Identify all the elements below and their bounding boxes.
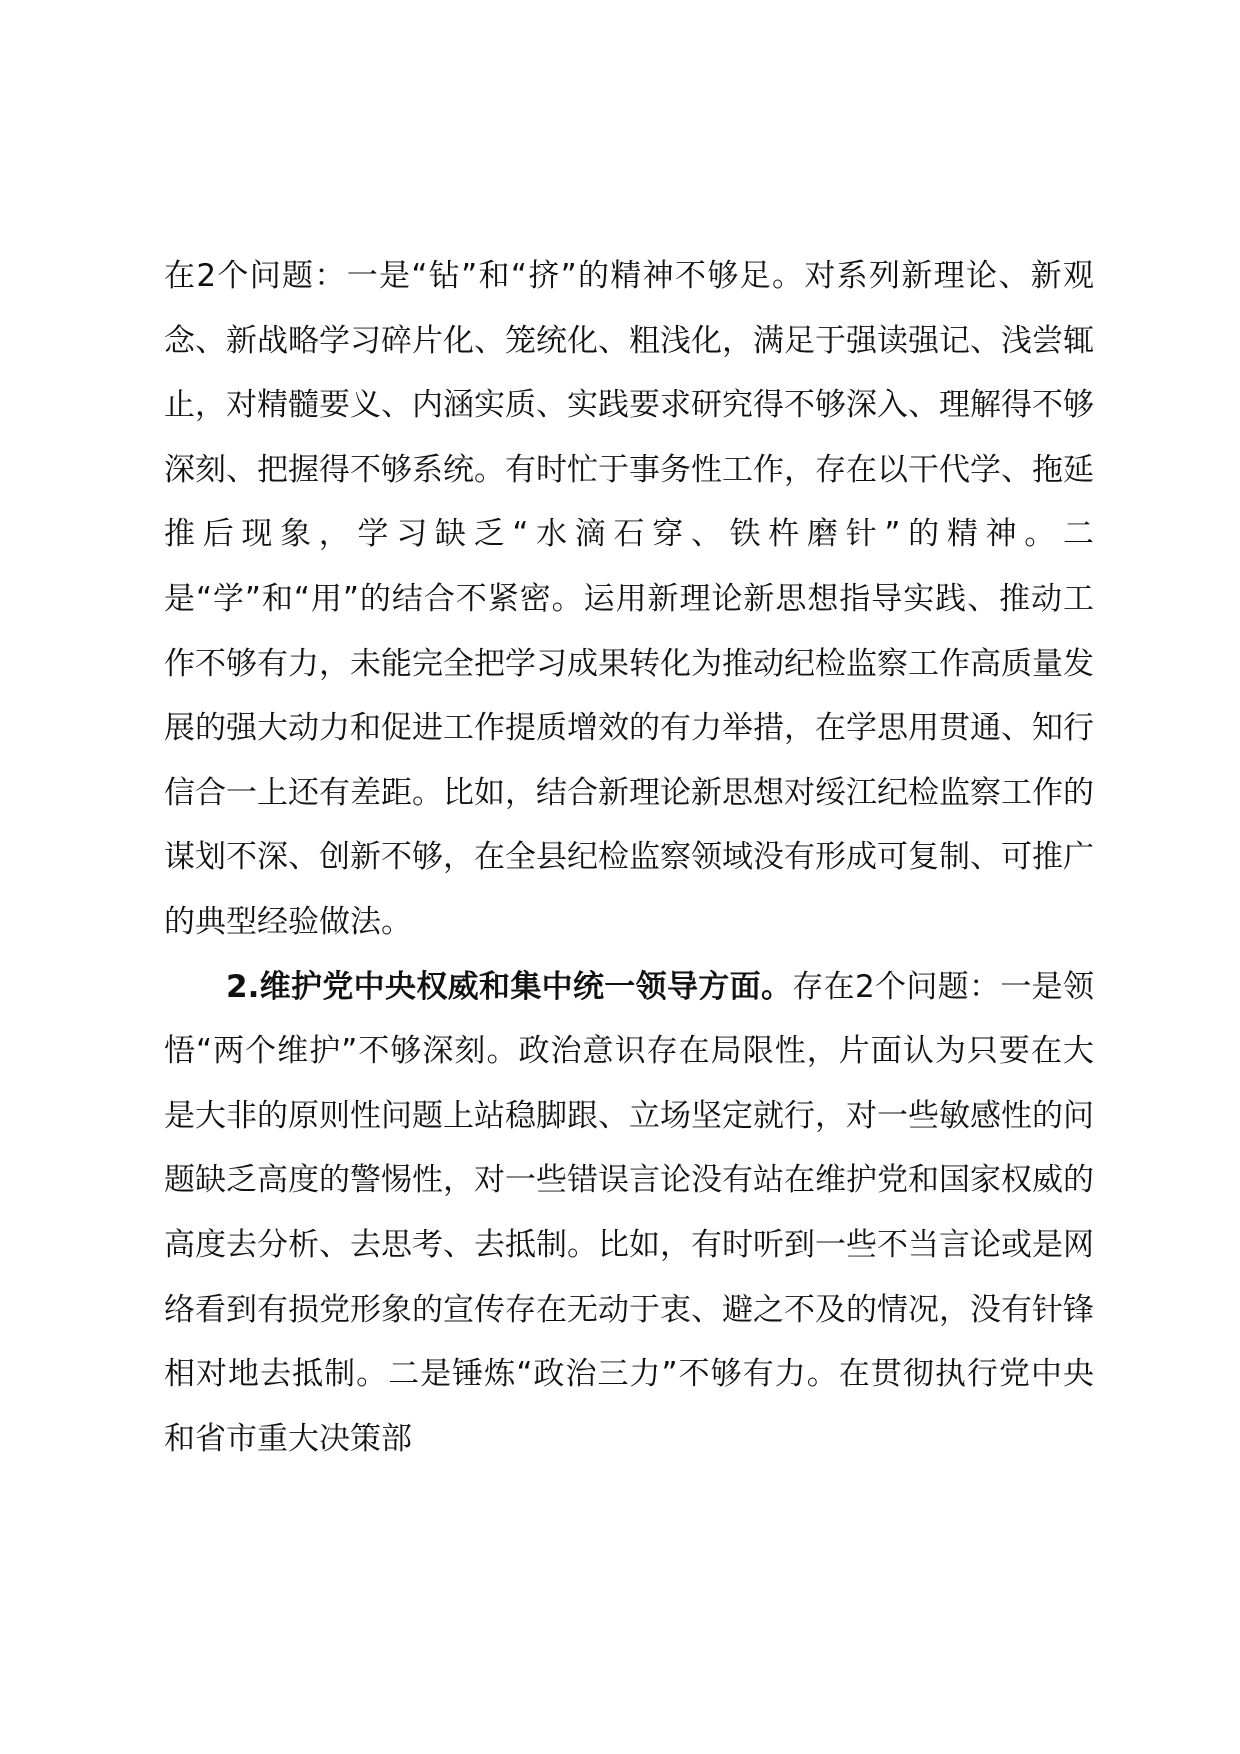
document-body xyxy=(164,244,1094,1471)
paragraph-2 xyxy=(164,955,1094,1472)
section-heading: 2.维护党中央权威和集中统一领导方面。 xyxy=(226,968,793,1005)
paragraph-2-body: 存在2个问题：一是领悟“两个维护”不够深刻。政治意识存在局限性，片面认为只要在大是大非的原则性问题上站稳脚跟、立场坚定就行，对一些敏感性的问题缺乏高度的警惕性，对一些错误言论没有站在维护党和国家权威的高度去分析、去思考、去抵制。比如，有时听到一些不当言论或是网络看到有损党形象的宣传存在无动于衷、避之不及的情况，没有针锋相对地去抵制。二是锤炼“政治三力”不够有力。在贯彻执行党中央和省市重大决策部 xyxy=(164,968,1094,1457)
paragraph-1: 在2个问题：一是“钻”和“挤”的精神不够足。对系列新理论、新观念、新战略学习碎片化、笼统化、粗浅化，满足于强读强记、浅尝辄止，对精髓要义、内涵实质、实践要求研究得不够深入、理解得不够深刻、把握得不够系统。有时忙于事务性工作，存在以干代学、拖延推后现象，学习缺乏“水滴石穿、铁杵磨针”的精神。二是“学”和“用”的结合不紧密。运用新理论新思想指导实践、推动工作不够有力，未能完全把学习成果转化为推动纪检监察工作高质量发展的强大动力和促进工作提质增效的有力举措，在学思用贯通、知行信合一上还有差距。比如，结合新理论新思想对绥江纪检监察工作的谋划不深、创新不够，在全县纪检监察领域没有形成可复制、可推广的典型经验做法。 xyxy=(164,258,1094,940)
